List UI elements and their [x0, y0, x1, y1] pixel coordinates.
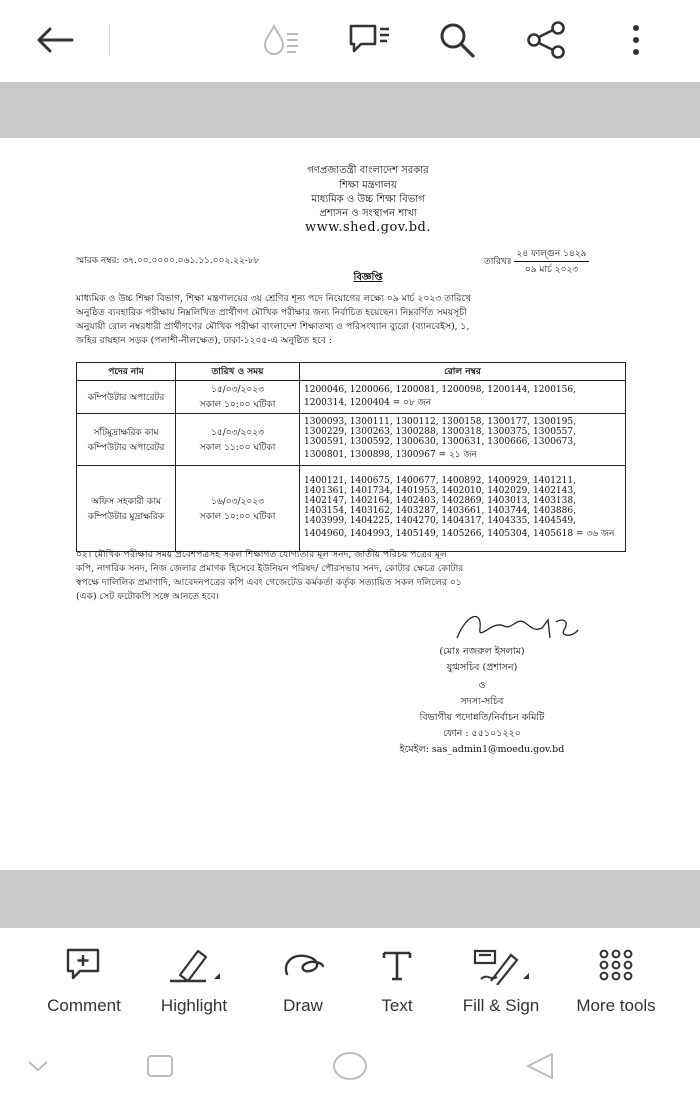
cell-date-value: ১৫/০৩/২০২৩: [211, 427, 264, 438]
cell-date: [176, 466, 300, 552]
cell-time-value: সকাল ১০:০০ ঘটিকা: [199, 511, 276, 522]
tool-text[interactable]: [337, 928, 457, 1016]
signatory-title-1: যুগ্মসচিব (প্রশাসন): [446, 662, 518, 673]
table-row: [77, 414, 626, 466]
table-row: [77, 466, 626, 552]
cell-date: [176, 381, 300, 414]
note-line-1: ০২। মৌখিক পরীক্ষার সময় প্রবেশপত্রসহ সকল শিক্ষাগত যোগ্যতার মূল সনদ, জাতীয় পরিচয় পত্রের মূল: [76, 549, 447, 560]
header-division: মাধ্যমিক ও উচ্চ শিক্ষা বিভাগ: [311, 194, 425, 205]
text-icon: [337, 928, 457, 990]
nav-back-icon[interactable]: [520, 1048, 560, 1084]
document-page[interactable]: [42, 138, 694, 870]
nav-recents-icon[interactable]: [140, 1048, 180, 1084]
nav-home-icon[interactable]: [330, 1048, 370, 1084]
note-line-3: স্বপক্ষে দালিলিক প্রমাণাদি, আবেদনপত্রের কপি এবং গেজেটেড কর্মকর্তা কর্তৃক সত্যায়িত সকল দলিলের ০১: [76, 577, 462, 588]
tool-label: Highlight: [160, 996, 228, 1015]
cell-rolls: 1400121, 1400675, 1400677, 1400892, 1400929, 1401211, 1401361, 1401734, 1401953, 1402010, 1402029, 1402143, 1402147, 1402164, 1402403, 1402869, 1403013, 1403138, 1403154, 1403162, 1403287, 1403661, 1403744, 1403886, 1403999, 1404225, 1404270, 1404317, 1404335, 1404549, 1404960, 1404993, 1405149, 1405266, 1405304, 1405618 = ৩৬ জন: [300, 466, 626, 552]
document-content: [42, 138, 694, 870]
note-line-2: কপি, নাগরিক সনদ, নিজ জেলার প্রমাণক হিসেবে ইউনিয়ন পরিষদ/ পৌরসভার সনদ, কোটার ক্ষেত্রে কোটার: [76, 563, 464, 574]
comment-list-icon[interactable]: [345, 16, 393, 64]
tool-label: Draw: [283, 996, 323, 1015]
signatory-title-2: সদস্য-সচিব: [460, 696, 504, 707]
col-header-rolls: রোল নম্বর: [300, 363, 626, 381]
date-english: ০৯ মার্চ ২০২৩: [524, 265, 579, 275]
more-vertical-icon[interactable]: [612, 16, 660, 64]
cell-post: কম্পিউটার অপারেটর: [77, 381, 176, 414]
date-bangla: ২৪ ফাল্গুন ১৪২৯: [514, 246, 588, 262]
intro-line-4: জহির রায়হান সড়ক (পলাশী-নীলক্ষেত), ঢাকা-১২০৫-এ অনুষ্ঠিত হবে :: [76, 335, 333, 346]
memo-number: স্মারক নম্বর: ৩৭.০০.০০০০.০৬১.১১.০০২.২২-৮৮: [76, 256, 260, 266]
roll-table: [76, 362, 626, 552]
tool-label: Comment: [47, 996, 121, 1015]
nav-collapse-icon[interactable]: [18, 1048, 58, 1084]
cell-rolls: 1300093, 1300111, 1300112, 1300158, 1300177, 1300195, 1300229, 1300263, 1300288, 1300318, 1300375, 1300557, 1300591, 1300592, 1300630, 1300631, 1300666, 1300673, 1300801, 1300898, 1300967 = ২১ জন: [300, 414, 626, 466]
toolbar-divider: [109, 24, 110, 56]
table-row: [77, 381, 626, 414]
col-header-date: তারিখ ও সময়: [176, 363, 300, 381]
header-website: www.shed.gov.bd.: [304, 220, 432, 235]
top-toolbar: [0, 0, 700, 82]
cell-time-value: সকাল ১১:০০ ঘটিকা: [199, 442, 276, 453]
fill-sign-icon: [441, 928, 561, 990]
tool-more[interactable]: [556, 928, 676, 1016]
cell-post: সাঁটমুদ্রাক্ষরিক কাম কম্পিউটার অপারেটর: [77, 414, 176, 466]
intro-line-1: মাধ্যমিক ও উচ্চ শিক্ষা বিভাগ, শিক্ষা মন্ত্রণালয়ের ৩য় শ্রেণির শূন্য পদে নিয়োগের লক্ষ্যে ০৯ মার্চ ২০২৩ তারিখে: [76, 293, 472, 304]
drop-icon[interactable]: [256, 16, 304, 64]
col-header-post: পদের নাম: [77, 363, 176, 381]
highlighter-icon: [134, 928, 254, 990]
search-icon[interactable]: [433, 16, 481, 64]
cell-time-value: সকাল ১০:০০ ঘটিকা: [199, 400, 276, 410]
tools-bar: [0, 928, 700, 1028]
tool-label: Fill & Sign: [462, 996, 540, 1015]
header-govt: গণপ্রজাতন্ত্রী বাংলাদেশ সরকার: [307, 165, 429, 176]
signatory-name: (মোঃ নজরুল ইসলাম): [439, 646, 525, 657]
tool-label: Text: [381, 996, 413, 1015]
tool-comment[interactable]: [24, 928, 144, 1016]
header-branch: প্রশাসন ও সংস্থাপন শাখা: [319, 208, 417, 219]
signatory-email: ইমেইল: sas_admin1@moedu.gov.bd: [399, 744, 565, 755]
cell-date-value: ১৫/০৩/২০২৩: [211, 385, 264, 395]
table-header-row: [77, 363, 626, 381]
signatory-committee: বিভাগীয় পদোন্নতি/নির্বাচন কমিটি: [419, 712, 545, 723]
cell-post: অফিস সহকারী কাম কম্পিউটার মুদ্রাক্ষরিক: [77, 466, 176, 552]
page-gap-bottom: [0, 870, 700, 928]
signatory-phone: ফোন : ৫৫১০১২২০: [443, 728, 521, 739]
page-gap-top: [0, 82, 700, 138]
back-arrow-icon[interactable]: [30, 16, 78, 64]
note-line-4: (এক) সেট ফটোকপি সঙ্গে আনতে হবে।: [76, 591, 219, 602]
tool-highlight[interactable]: [134, 928, 254, 1016]
notice-title: বিজ্ঞপ্তি: [353, 272, 383, 283]
cell-date: [176, 414, 300, 466]
system-nav-bar: [0, 1030, 700, 1100]
grid-icon: [556, 928, 676, 990]
header-ministry: শিক্ষা মন্ত্রণালয়: [339, 180, 397, 191]
cell-date-value: ১৬/০৩/২০২৩: [211, 496, 264, 507]
share-icon[interactable]: [522, 16, 570, 64]
tool-fill-sign[interactable]: [441, 928, 561, 1016]
tool-label: More tools: [576, 996, 656, 1015]
cell-rolls: 1200046, 1200066, 1200081, 1200098, 1200144, 1200156, 1200314, 1200404 = ০৮ জন: [300, 381, 626, 414]
intro-line-3: অনুযায়ী রোল নম্বরধারী প্রার্থীগণের মৌখিক পরীক্ষা বাংলাদেশ শিক্ষাতথ্য ও পরিসংখ্যান ব্যুরো (ব্যানবেইস), ১,: [76, 321, 470, 332]
intro-line-2: অনুষ্ঠিত ব্যবহারিক পরীক্ষায় নিম্নলিখিত প্রার্থীগণ মৌখিক পরীক্ষার জন্য নির্বাচিত হয়েছেন। নিম্নবর্ণিত সময়সূচী: [76, 307, 467, 318]
signatory-and: ও: [478, 680, 486, 691]
comment-add-icon: [24, 928, 144, 990]
date-label: তারিখঃ: [484, 257, 512, 267]
